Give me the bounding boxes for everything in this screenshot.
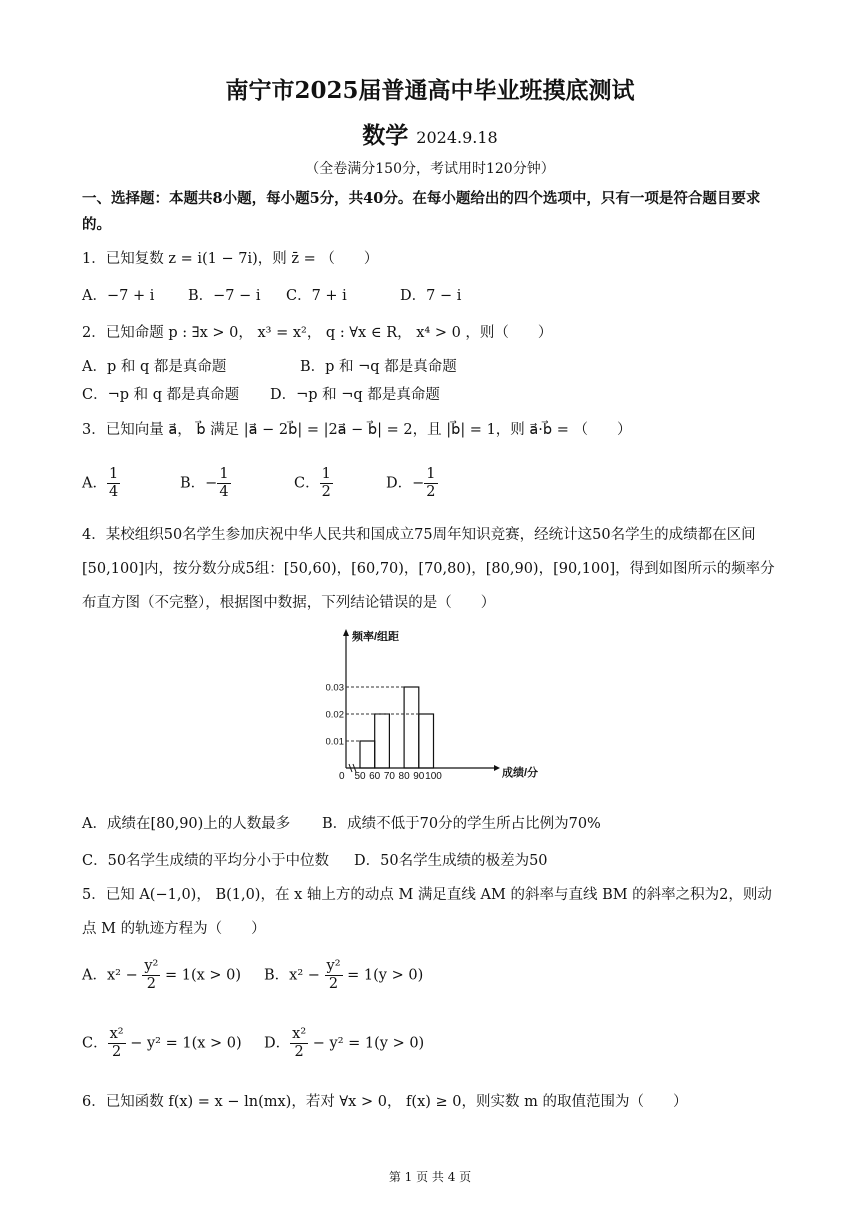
q1-option-c: C．7 + i	[286, 288, 347, 304]
section-heading: 一、选择题：本题共8小题，每小题5分，共40分。在每小题给出的四个选项中，只有一项是符合题目要求的。	[82, 190, 761, 233]
q1-option-b: B．−7 − i	[188, 288, 261, 304]
histogram-bar-[80,90)	[404, 687, 419, 768]
x-tick-70: 70	[383, 771, 395, 782]
q4-option-c: C．50名学生成绩的平均分小于中位数	[82, 853, 330, 869]
q2-option-b: B．p 和 ¬q 都是真命题	[300, 359, 457, 375]
x-tick-100: 100	[425, 771, 442, 782]
x-axis-arrow	[494, 765, 500, 771]
y-axis-arrow	[343, 629, 349, 636]
y-axis-label: 频率/组距	[352, 631, 400, 643]
exam-note: （全卷满分150分，考试用时120分钟）	[305, 161, 555, 177]
q5-option-d: D． $\frac{\text{x²}}{2}$ − y² = 1(y > 0)	[264, 1026, 425, 1060]
y-tick-0.03: 0.03	[326, 682, 344, 694]
question-4-stem: 4．某校组织50名学生参加庆祝中华人民共和国成立75周年知识竞赛，经统计这50名学生的成绩都在区间[50,100]内，按分数分成5组：[50,60)，[60,70)，[70,80)，[80,90)，[90,100]，得到如图所示的频率分布直方图（不完整），根据图中数据，下列结论错误的是（ ）	[82, 527, 775, 611]
q5-option-b: B．x² − $\frac{\text{y²}}{2}$ = 1(y > 0)	[264, 958, 424, 992]
q4-option-d: D．50名学生成绩的极差为50	[354, 853, 548, 869]
exam-date: 2024.9.18	[416, 128, 498, 147]
q3-option-a: A． $\frac{1}{4}$	[82, 466, 119, 500]
x-tick-60: 60	[369, 771, 381, 782]
x-axis-label: 成绩/分	[502, 767, 539, 779]
page-footer: 第 1 页 共 4 页	[388, 1170, 472, 1184]
question-1-stem: 1．已知复数 z = i(1 − 7i)，则 z̄ = （ ）	[82, 251, 379, 267]
x-tick-50: 50	[354, 771, 366, 782]
question-6-stem: 6．已知函数 f(x) = x − ln(mx)，若对 ∀x > 0， f(x) ≥ 0，则实数 m 的取值范围为（ ）	[82, 1094, 688, 1110]
q2-option-d: D．¬p 和 ¬q 都是真命题	[270, 387, 440, 403]
q4-option-a: A．成绩在[80,90)上的人数最多	[82, 816, 291, 832]
origin-label: 0	[339, 771, 345, 782]
q3-option-d: D．− $\frac{1}{2}$	[386, 466, 436, 500]
q5-option-a: A．x² − $\frac{\text{y²}}{2}$ = 1(x > 0)	[82, 958, 242, 992]
q2-option-c: C．¬p 和 q 都是真命题	[82, 387, 240, 403]
question-5-stem: 5．已知 A(−1,0)， B(1,0)，在 x 轴上方的动点 M 满足直线 AM 的斜率与直线 BM 的斜率之积为2，则动点 M 的轨迹方程为（ ）	[82, 887, 772, 937]
q4-option-b: B．成绩不低于70分的学生所占比例为70%	[322, 816, 601, 832]
histogram-bar-[50,60)	[360, 741, 375, 768]
exam-subject	[0, 117, 860, 150]
exam-title: 南宁市2025届普通高中毕业班摸底测试	[225, 77, 635, 104]
y-tick-0.01: 0.01	[326, 736, 344, 748]
x-tick-90: 90	[413, 771, 425, 782]
q2-option-a: A．p 和 q 都是真命题	[82, 359, 227, 375]
subject-name: 数学	[362, 122, 409, 149]
frequency-histogram	[326, 622, 556, 787]
histogram-bar-[90,100]	[419, 714, 434, 768]
y-tick-0.02: 0.02	[326, 709, 344, 721]
x-tick-80: 80	[398, 771, 410, 782]
q3-option-b: B．− $\frac{1}{4}$	[180, 466, 229, 500]
question-2-stem: 2．已知命题 p : ∃x > 0， x³ = x²， q : ∀x ∈ R， x⁴ > 0 ，则（ ）	[82, 325, 553, 341]
q1-option-a: A．−7 + i	[82, 288, 155, 304]
q5-option-c: C． $\frac{\text{x²}}{2}$ − y² = 1(x > 0)	[82, 1026, 242, 1060]
q3-option-c: C． $\frac{1}{2}$	[294, 466, 331, 500]
q1-option-d: D．7 − i	[400, 288, 462, 304]
question-3-stem: 3．已知向量 a⃗， b⃗ 满足 |a⃗ − 2b⃗| = |2a⃗ − b⃗| = 2，且 |b⃗| = 1，则 a⃗·b⃗ = （ ）	[82, 422, 632, 438]
histogram-bar-[60,70)	[375, 714, 390, 768]
